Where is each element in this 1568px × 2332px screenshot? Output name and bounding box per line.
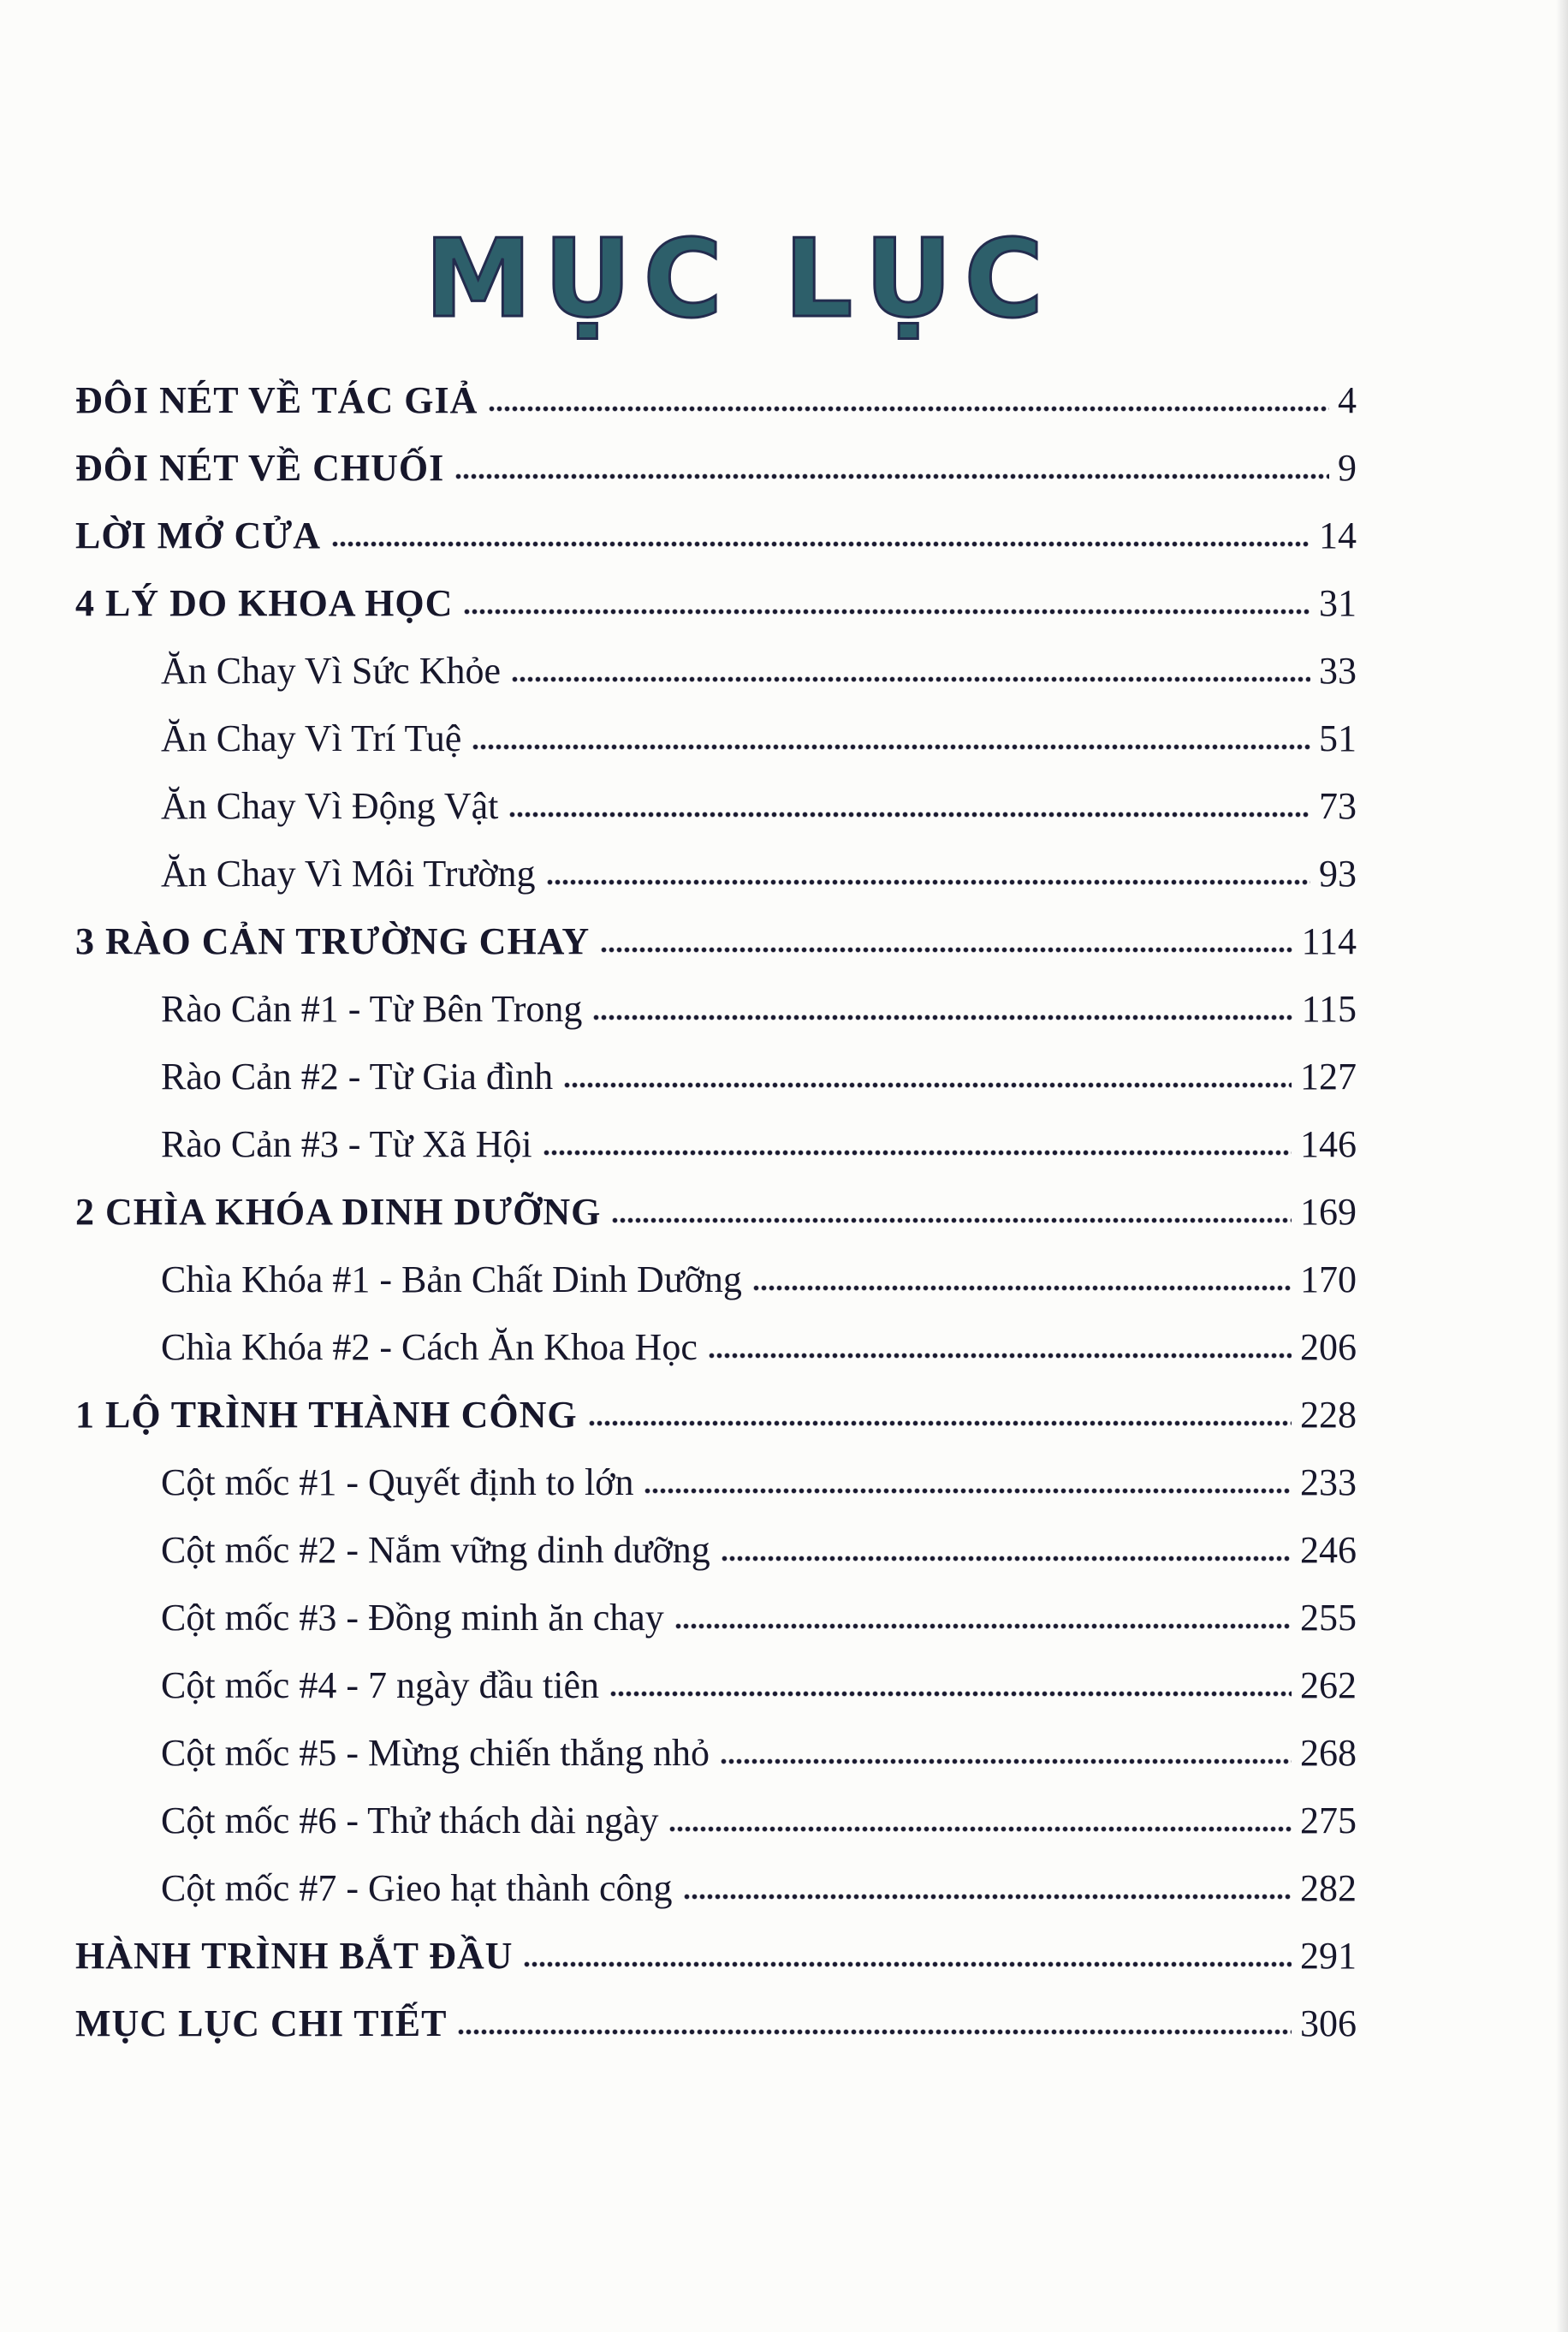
dotted-leader (600, 946, 1292, 954)
toc-entry (75, 989, 1357, 1030)
toc-entry-page-number: 146 (1300, 1123, 1357, 1165)
toc-entry (75, 1868, 1357, 1909)
toc-entry (75, 2003, 1357, 2044)
dotted-leader (683, 1893, 1292, 1901)
dotted-leader (508, 811, 1310, 818)
scan-edge-shadow (1556, 0, 1568, 2332)
toc-entry (75, 854, 1357, 895)
toc-entry-label: Ăn Chay Vì Sức Khỏe (161, 650, 502, 692)
toc-entry-label: Cột mốc #3 - Đồng minh ăn chay (161, 1597, 664, 1639)
toc-entry (75, 1733, 1357, 1774)
toc-entry-page-number: 275 (1300, 1800, 1357, 1841)
toc-entry (75, 1395, 1357, 1436)
toc-entry (75, 515, 1357, 556)
dotted-leader (674, 1622, 1292, 1630)
dotted-leader (721, 1555, 1292, 1562)
toc-entry (75, 1327, 1357, 1368)
toc-entry-label: Cột mốc #2 - Nắm vững dinh dưỡng (161, 1529, 710, 1571)
toc-entry (75, 1259, 1357, 1300)
toc-entry-label: MỤC LỤC CHI TIẾT (75, 2002, 448, 2044)
dotted-leader (488, 405, 1329, 413)
toc-entry-label: Chìa Khóa #1 - Bản Chất Dinh Dưỡng (161, 1258, 742, 1300)
toc-entry-page-number: 282 (1300, 1867, 1357, 1909)
toc-entry-page-number: 127 (1300, 1056, 1357, 1098)
toc-entry-label: Cột mốc #4 - 7 ngày đầu tiên (161, 1664, 600, 1706)
toc-entry-page-number: 169 (1300, 1191, 1357, 1233)
dotted-leader (546, 878, 1310, 886)
toc-entry-label: Cột mốc #7 - Gieo hạt thành công (161, 1867, 673, 1909)
toc-entry-label: 3 RÀO CẢN TRƯỜNG CHAY (75, 920, 591, 962)
dotted-leader (609, 1690, 1292, 1698)
dotted-leader (588, 1419, 1292, 1427)
toc-entry-page-number: 14 (1319, 515, 1357, 556)
toc-entry-page-number: 268 (1300, 1732, 1357, 1774)
toc-entry (75, 1192, 1357, 1233)
toc-entry-label: Ăn Chay Vì Môi Trường (161, 853, 536, 895)
dotted-leader (752, 1284, 1292, 1292)
dotted-leader (463, 608, 1310, 616)
toc-entry-label: Cột mốc #1 - Quyết định to lớn (161, 1461, 634, 1503)
toc-entry (75, 380, 1357, 421)
dotted-leader (668, 1825, 1292, 1833)
toc-entry-page-number: 262 (1300, 1664, 1357, 1706)
toc-entry (75, 1665, 1357, 1706)
toc-entry (75, 1124, 1357, 1165)
toc-entry (75, 1530, 1357, 1571)
toc-entry-page-number: 115 (1301, 988, 1357, 1030)
toc-entry-page-number: 246 (1300, 1529, 1357, 1571)
toc-entry-page-number: 233 (1300, 1461, 1357, 1503)
dotted-leader (331, 540, 1310, 548)
toc-entry (75, 786, 1357, 827)
dotted-leader (708, 1352, 1292, 1359)
toc-entry-page-number: 73 (1319, 785, 1357, 827)
dotted-leader (644, 1487, 1292, 1495)
dotted-leader (511, 675, 1310, 683)
toc-entry-label: LỜI MỞ CỬA (75, 515, 322, 556)
toc-entry (75, 1800, 1357, 1841)
toc-entry-label: Rào Cản #3 - Từ Xã Hội (161, 1123, 532, 1165)
dotted-leader (563, 1081, 1292, 1089)
page-title: MỤC LỤC (424, 216, 1056, 342)
toc-entry-page-number: 51 (1319, 717, 1357, 759)
toc-entry (75, 1936, 1357, 1977)
toc-entry-page-number: 291 (1300, 1935, 1357, 1977)
toc-entry (75, 718, 1357, 759)
toc-entry (75, 1597, 1357, 1639)
table-of-contents (75, 380, 1357, 2044)
toc-entry-page-number: 114 (1301, 920, 1357, 962)
toc-entry-label: Ăn Chay Vì Động Vật (161, 785, 499, 827)
toc-entry-label: 1 LỘ TRÌNH THÀNH CÔNG (75, 1394, 578, 1436)
toc-entry-label: Rào Cản #2 - Từ Gia đình (161, 1056, 554, 1098)
dotted-leader (472, 743, 1310, 751)
dotted-leader (543, 1149, 1292, 1157)
toc-entry (75, 1462, 1357, 1503)
toc-entry-label: Rào Cản #1 - Từ Bên Trong (161, 988, 583, 1030)
dotted-leader (454, 473, 1329, 480)
toc-entry-page-number: 170 (1300, 1258, 1357, 1300)
toc-entry-page-number: 93 (1319, 853, 1357, 895)
toc-entry-label: ĐÔI NÉT VỀ CHUỐI (75, 447, 445, 489)
toc-entry (75, 583, 1357, 624)
toc-entry-label: HÀNH TRÌNH BẮT ĐẦU (75, 1935, 514, 1977)
dotted-leader (523, 1960, 1292, 1968)
toc-entry (75, 1056, 1357, 1098)
toc-entry-label: Chìa Khóa #2 - Cách Ăn Khoa Học (161, 1326, 698, 1368)
dotted-leader (592, 1014, 1292, 1021)
toc-entry-page-number: 31 (1319, 582, 1357, 624)
toc-entry (75, 448, 1357, 489)
toc-entry-page-number: 206 (1300, 1326, 1357, 1368)
toc-entry-page-number: 228 (1300, 1394, 1357, 1436)
toc-entry-label: ĐÔI NÉT VỀ TÁC GIẢ (75, 379, 478, 421)
toc-entry-page-number: 306 (1300, 2002, 1357, 2044)
toc-entry (75, 921, 1357, 962)
toc-entry-label: 2 CHÌA KHÓA DINH DƯỠNG (75, 1191, 602, 1233)
toc-entry-label: Cột mốc #6 - Thử thách dài ngày (161, 1800, 659, 1841)
toc-entry-label: Cột mốc #5 - Mừng chiến thắng nhỏ (161, 1732, 710, 1774)
toc-entry-page-number: 9 (1338, 447, 1357, 489)
toc-entry-page-number: 4 (1338, 379, 1357, 421)
toc-entry-label: Ăn Chay Vì Trí Tuệ (161, 717, 462, 759)
toc-entry (75, 651, 1357, 692)
dotted-leader (720, 1758, 1292, 1765)
toc-entry-page-number: 255 (1300, 1597, 1357, 1639)
dotted-leader (611, 1217, 1292, 1224)
toc-entry-page-number: 33 (1319, 650, 1357, 692)
dotted-leader (457, 2028, 1292, 2036)
toc-entry-label: 4 LÝ DO KHOA HỌC (75, 582, 454, 624)
